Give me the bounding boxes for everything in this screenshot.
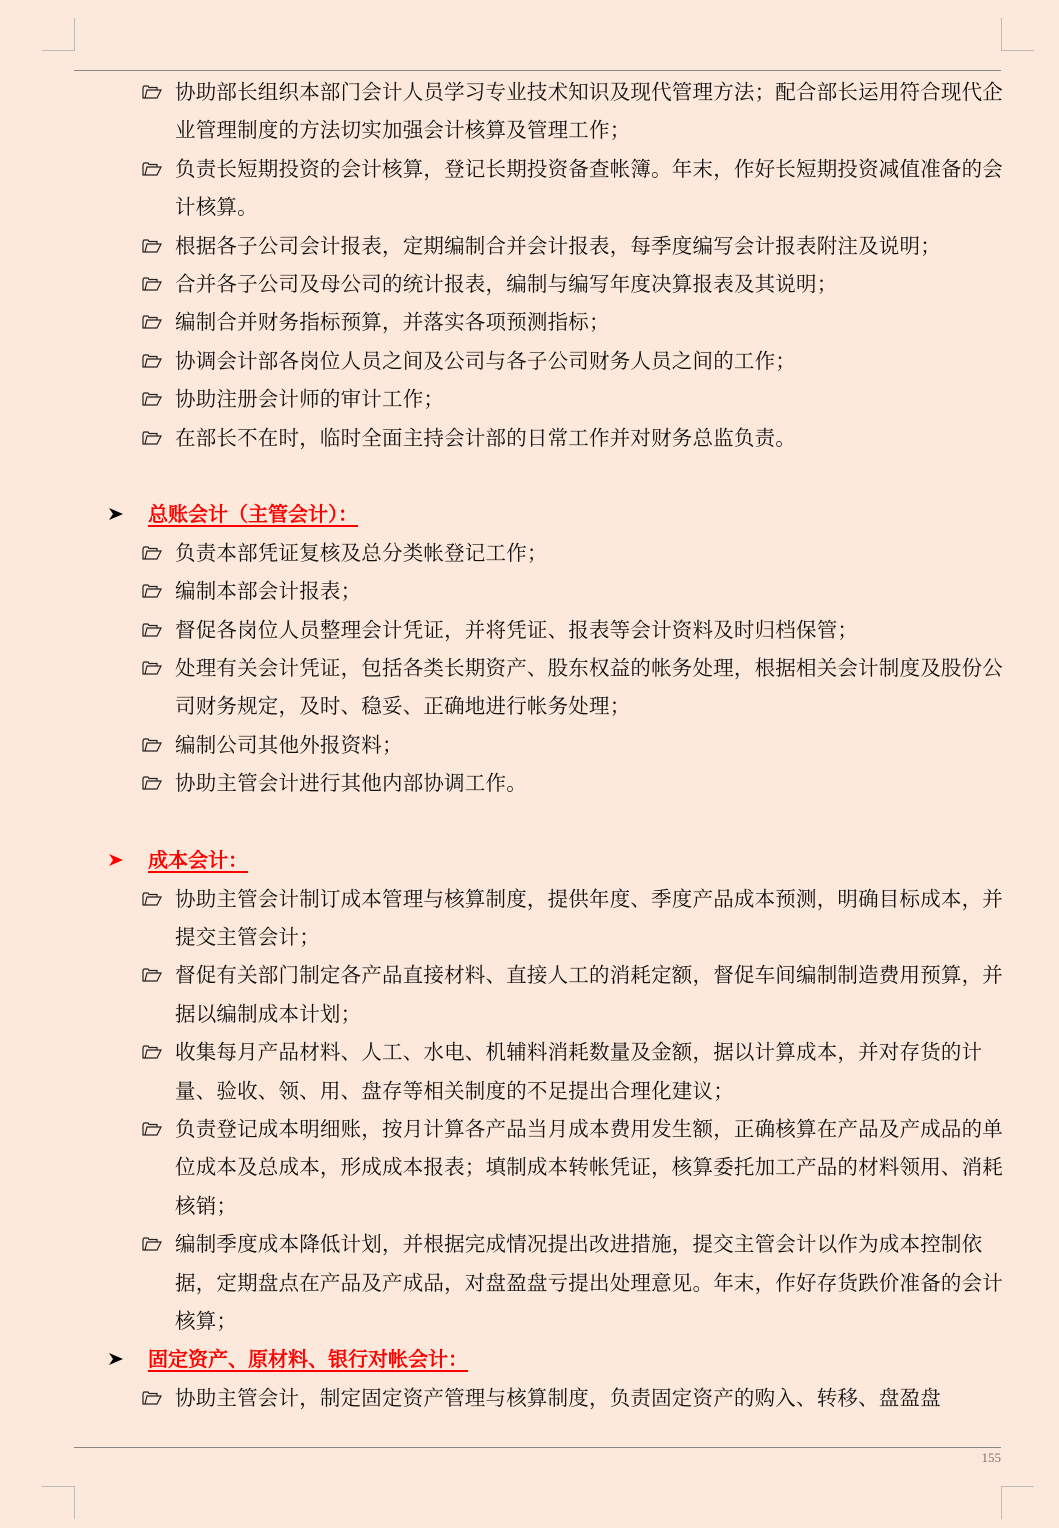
folder-icon <box>142 546 162 560</box>
page-number: 155 <box>981 1450 1001 1465</box>
header-rule <box>74 70 1001 71</box>
list-item <box>0 303 1059 341</box>
list-item <box>0 764 1059 802</box>
folder-icon <box>142 354 162 368</box>
folder-icon <box>142 85 162 99</box>
list-item <box>0 572 1059 610</box>
list-item-text: 根据各子公司会计报表，定期编制合并会计报表，每季度编写会计报表附注及说明； <box>175 233 941 258</box>
arrowhead-bullet-icon <box>109 1353 123 1365</box>
folder-icon <box>142 162 162 176</box>
list-item-text: 负责长短期投资的会计核算，登记长期投资备查帐簿。年末，作好长短期投资减值准备的会计核算。 <box>175 156 1003 220</box>
section-heading <box>0 1340 1059 1378</box>
list-item-text: 编制本部会计报表； <box>175 579 362 604</box>
list-item <box>0 726 1059 764</box>
section-heading <box>0 841 1059 879</box>
list-item-text: 协助主管会计，制定固定资产管理与核算制度，负责固定资产的购入、转移、盘盈盘 <box>175 1385 941 1410</box>
folder-icon <box>142 584 162 598</box>
crop-mark-top-left <box>42 18 75 51</box>
folder-icon <box>142 776 162 790</box>
folder-icon <box>142 431 162 445</box>
list-item <box>0 1033 1059 1110</box>
folder-icon <box>142 623 162 637</box>
list-item-text: 负责登记成本明细账，按月计算各产品当月成本费用发生额，正确核算在产品及产成品的单位成本及总成本，形成成本报表；填制成本转帐凭证，核算委托加工产品的材料领用、消耗核销； <box>175 1116 1003 1218</box>
crop-mark-bottom-right <box>1001 1486 1034 1519</box>
folder-icon <box>142 239 162 253</box>
spacer <box>0 803 1059 841</box>
list-item-text: 编制公司其他外报资料； <box>175 732 403 757</box>
list-item <box>0 1225 1059 1340</box>
list-item <box>0 419 1059 457</box>
list-item-text: 负责本部凭证复核及总分类帐登记工作； <box>175 540 548 565</box>
folder-icon <box>142 661 162 675</box>
list-item-text: 督促有关部门制定各产品直接材料、直接人工的消耗定额，督促车间编制制造费用预算，并据以编制成本计划； <box>175 963 1003 1026</box>
folder-icon <box>142 315 162 329</box>
list-item <box>0 342 1059 380</box>
folder-icon <box>142 1237 162 1251</box>
list-item-text: 协助主管会计进行其他内部协调工作。 <box>175 771 527 796</box>
list-item <box>0 1379 1059 1417</box>
list-item <box>0 649 1059 726</box>
section-heading <box>0 495 1059 533</box>
list-item <box>0 880 1059 957</box>
section-heading-label: 总账会计（主管会计）： <box>148 502 358 527</box>
list-item <box>0 265 1059 303</box>
list-item <box>0 227 1059 265</box>
section-cost-accountant <box>0 841 1059 1340</box>
list-item <box>0 534 1059 572</box>
list-item <box>0 150 1059 227</box>
list-item <box>0 380 1059 418</box>
list-item <box>0 611 1059 649</box>
folder-icon <box>142 968 162 982</box>
list-item-text: 在部长不在时，临时全面主持会计部的日常工作并对财务总监负责。 <box>175 425 796 450</box>
section-heading-label: 固定资产、原材料、银行对帐会计： <box>148 1347 468 1372</box>
section-general-ledger-accountant <box>0 495 1059 802</box>
list-item-text: 合并各子公司及母公司的统计报表，编制与编写年度决算报表及其说明； <box>175 272 838 297</box>
intro-list <box>0 73 1059 457</box>
list-item-text: 协助部长组织本部门会计人员学习专业技术知识及现代管理方法；配合部长运用符合现代企业管理制度的方法切实加强会计核算及管理工作； <box>175 80 1003 143</box>
folder-icon <box>142 1391 162 1405</box>
folder-icon <box>142 1045 162 1059</box>
folder-icon <box>142 892 162 906</box>
section-heading-label: 成本会计： <box>148 848 248 873</box>
crop-mark-bottom-left <box>42 1486 75 1519</box>
list-item-text: 协助主管会计制订成本管理与核算制度，提供年度、季度产品成本预测，明确目标成本，并提交主管会计； <box>175 886 1003 949</box>
arrowhead-bullet-icon <box>109 508 123 520</box>
spacer <box>0 457 1059 495</box>
section-fixed-assets-accountant <box>0 1340 1059 1417</box>
folder-icon <box>142 1122 162 1136</box>
document-body <box>0 73 1059 1417</box>
list-item <box>0 73 1059 150</box>
list-item-text: 编制合并财务指标预算，并落实各项预测指标； <box>175 310 610 335</box>
list-item <box>0 1110 1059 1225</box>
list-item-text: 协助注册会计师的审计工作； <box>175 387 445 412</box>
list-item <box>0 956 1059 1033</box>
arrowhead-bullet-icon <box>109 854 123 866</box>
folder-icon <box>142 738 162 752</box>
crop-mark-top-right <box>1001 18 1034 51</box>
list-item-text: 督促各岗位人员整理会计凭证，并将凭证、报表等会计资料及时归档保管； <box>175 617 859 642</box>
list-item-text: 协调会计部各岗位人员之间及公司与各子公司财务人员之间的工作； <box>175 348 796 373</box>
list-item-text: 收集每月产品材料、人工、水电、机辅料消耗数量及金额，据以计算成本，并对存货的计量、验收、领、用、盘存等相关制度的不足提出合理化建议； <box>175 1040 983 1103</box>
footer-rule <box>74 1447 1001 1448</box>
folder-icon <box>142 277 162 291</box>
list-item-text: 编制季度成本降低计划，并根据完成情况提出改进措施，提交主管会计以作为成本控制依据，定期盘点在产品及产成品，对盘盈盘亏提出处理意见。年末，作好存货跌价准备的会计核算； <box>175 1232 1003 1333</box>
list-item-text: 处理有关会计凭证，包括各类长期资产、股东权益的帐务处理，根据相关会计制度及股份公司财务规定，及时、稳妥、正确地进行帐务处理； <box>175 656 1003 719</box>
folder-icon <box>142 392 162 406</box>
